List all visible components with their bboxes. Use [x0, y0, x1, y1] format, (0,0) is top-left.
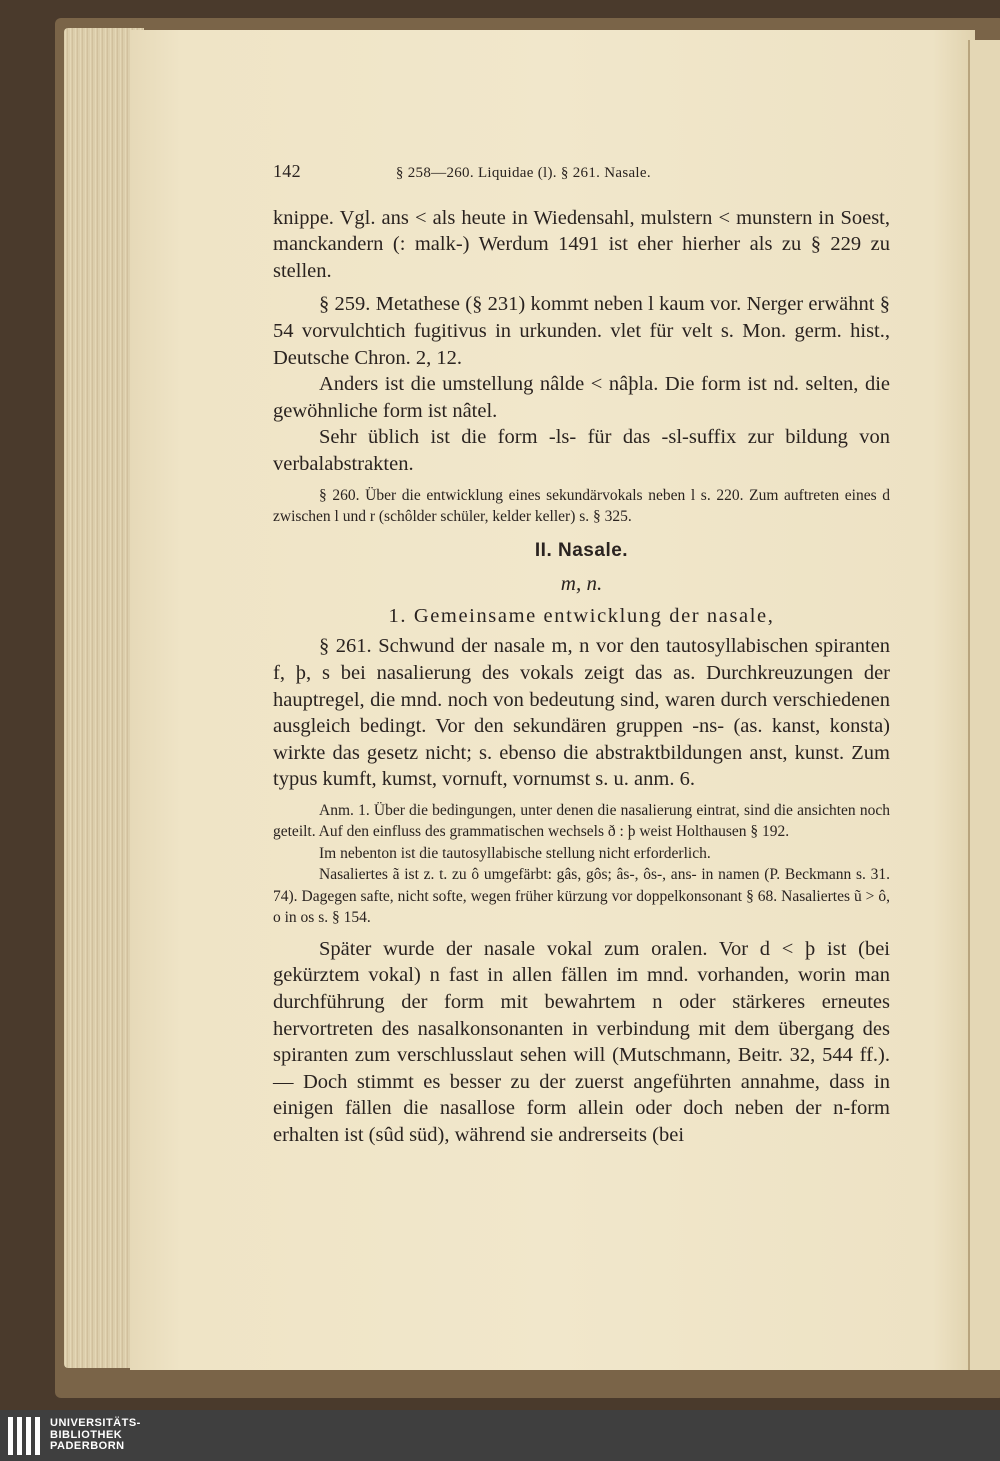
paragraph: § 261. Schwund der nasale m, n vor den tautosyllabischen spiranten f, þ, s bei nasalierung des vokals zeigt das as. Durchkreuzungen der hauptregel, die mnd. noch von bedeutung sind, waren durch verschiedenen ausgleich bedingt. Vor den sekundären gruppen -ns- (as. kanst, konsta) wirkte das gesetz nicht; s. ebenso die abstraktbildungen anst, kunst. Zum typus kumft, kumst, vornuft, vornumst s. u. anm. 6.	[273, 635, 890, 791]
paragraph: Später wurde der nasale vokal zum oralen. Vor d < þ ist (bei gekürztem vokal) n fast in allen fällen im mnd. vorhanden, worin man durchführung der form mit bewahrtem n oder stärkeres erneutes hervortreten des nasalkonsonanten in verbindung mit dem übergang des spiranten zum verschlusslaut sehen will (Mutschmann, Beitr. 32, 544 ff.). — Doch stimmt es besser zu der zuerst angeführten annahme, dass in einigen fällen die nasallose form allein oder doch neben der n-form erhalten ist (sûd süd), während sie andrerseits (bei	[273, 937, 890, 1147]
paragraph: Anders ist die umstellung nâlde < nâþla. Die form ist nd. selten, die gewöhnliche form ist nâtel.	[273, 373, 890, 422]
library-footer	[0, 1410, 1000, 1461]
paragraph: knippe. Vgl. ans < als heute in Wiedensahl, mulstern < munstern in Soest, manckandern (: malk-) Werdum 1491 ist eher hierher als zu § 229 zu stellen.	[273, 206, 890, 282]
paragraph: § 259. Metathese (§ 231) kommt neben l kaum vor. Nerger erwähnt § 54 vorvulchtich fugitivus in urkunden. vlet für velt s. Mon. germ. hist., Deutsche Chron. 2, 12.	[273, 293, 890, 369]
footnote: Anm. 1. Über die bedingungen, unter denen die nasalierung eintrat, sind die ansichten noch geteilt. Auf den einfluss des grammatischen wechsels ð : þ weist Holthausen § 192.	[273, 801, 890, 841]
running-header	[273, 158, 890, 187]
paragraph: § 260. Über die entwicklung eines sekundärvokals neben l s. 220. Zum auftreten eines d zwischen l und r (schôlder schüler, kelder keller) s. § 325.	[273, 486, 890, 526]
facing-page-edge	[968, 40, 1000, 1370]
paragraph: Sehr üblich ist die form -ls- für das -sl-suffix zur bildung von verbalabstrakten.	[273, 426, 890, 475]
subsection-heading: 1. Gemeinsame entwicklung der nasale,	[388, 604, 775, 627]
footnote: Nasaliertes ã ist z. t. zu ô umgefärbt: gâs, gôs; âs-, ôs-, ans- in namen (P. Beckmann s. 31. 74). Dagegen safte, nicht softe, wegen früher kürzung vor doppelkonsonant § 68. Nasaliertes ũ > ô, o in os s. § 154.	[273, 866, 890, 927]
page-text	[273, 158, 890, 1149]
running-title: § 258—260. Liquidae (l). § 261. Nasale.	[395, 165, 651, 181]
footnote: Im nebenton ist die tautosyllabische stellung nicht erforderlich.	[319, 844, 711, 862]
section-subheading: m, n.	[560, 571, 603, 596]
library-logo-icon	[8, 1417, 44, 1455]
page-number: 142	[273, 161, 301, 181]
library-name: UNIVERSITÄTS- BIBLIOTHEK PADERBORN	[50, 1417, 141, 1453]
section-heading: II. Nasale.	[534, 539, 629, 561]
